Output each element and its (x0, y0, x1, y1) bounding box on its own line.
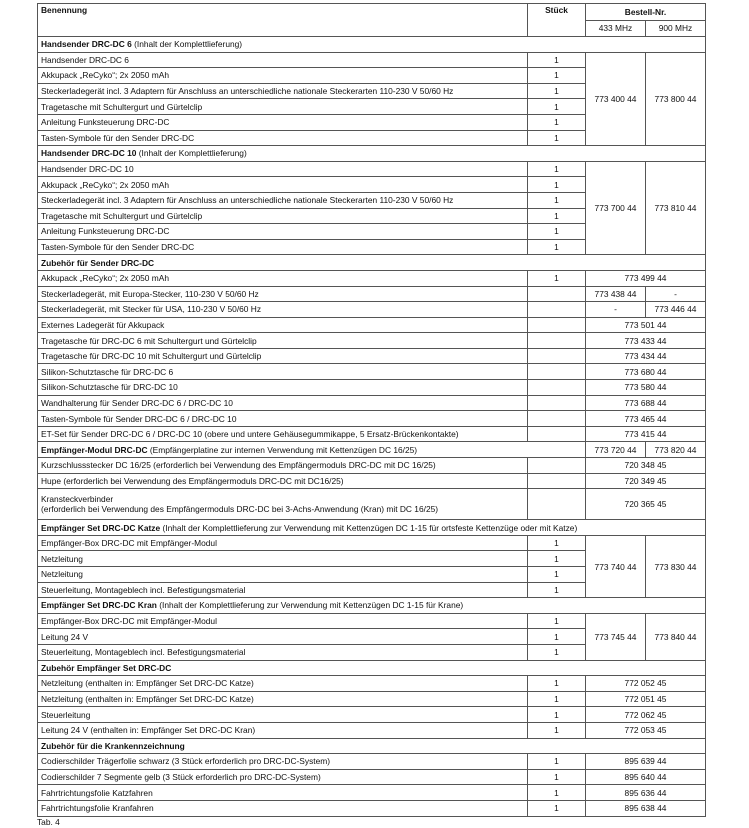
item-name: Anleitung Funksteuerung DRC-DC (38, 114, 528, 130)
item-qty: 1 (528, 676, 586, 692)
order-900: 773 830 44 (646, 535, 706, 597)
item-name: Akkupack „ReCyko“; 2x 2050 mAh (38, 68, 528, 84)
item-name: Steuerleitung, Montageblech incl. Befestigungsmaterial (38, 644, 528, 660)
item-name: Netzleitung (38, 567, 528, 583)
item-qty: 1 (528, 754, 586, 770)
order-433: 773 438 44 (586, 286, 646, 302)
order-number: 773 465 44 (586, 411, 706, 427)
item-qty: 1 (528, 270, 586, 286)
item-name: Tragetasche für DRC-DC 10 mit Schultergurt und Gürtelclip (38, 348, 528, 364)
order-number: 773 434 44 (586, 348, 706, 364)
col-header-order: Bestell-Nr. (586, 4, 706, 21)
item-name: Hupe (erforderlich bei Verwendung des Empfängermoduls DRC-DC mit DC16/25) (38, 473, 528, 489)
item-name: Steckerladegerät incl. 3 Adaptern für Anschluss an unterschiedliche nationale Steckerarten 110-230 V 50/60 Hz (38, 192, 528, 208)
item-name: Wandhalterung für Sender DRC-DC 6 / DRC-DC 10 (38, 395, 528, 411)
item-name: Fahrtrichtungsfolie Kranfahren (38, 800, 528, 816)
item-qty: 1 (528, 551, 586, 567)
item-qty: 1 (528, 629, 586, 645)
order-433: 773 740 44 (586, 535, 646, 597)
item-name: Empfänger-Box DRC-DC mit Empfänger-Modul (38, 535, 528, 551)
item-name: Steckerladegerät incl. 3 Adaptern für Anschluss an unterschiedliche nationale Steckerarten 110-230 V 50/60 Hz (38, 83, 528, 99)
order-number: 773 433 44 (586, 333, 706, 349)
item-qty: 1 (528, 130, 586, 146)
item-name: Akkupack „ReCyko“; 2x 2050 mAh (38, 270, 528, 286)
order-number: 773 580 44 (586, 380, 706, 396)
order-900: 773 446 44 (646, 302, 706, 318)
item-qty: 1 (528, 239, 586, 255)
item-qty: 1 (528, 769, 586, 785)
item-name: Netzleitung (enthalten in: Empfänger Set DRC-DC Katze) (38, 691, 528, 707)
item-qty: 1 (528, 644, 586, 660)
order-433: 773 745 44 (586, 613, 646, 660)
item-name: Silikon-Schutztasche für DRC-DC 6 (38, 364, 528, 380)
item-name: Steuerleitung, Montageblech incl. Befestigungsmaterial (38, 582, 528, 598)
order-number: 895 636 44 (586, 785, 706, 801)
order-number: 773 501 44 (586, 317, 706, 333)
item-name: Anleitung Funksteuerung DRC-DC (38, 224, 528, 240)
item-name: Externes Ladegerät für Akkupack (38, 317, 528, 333)
item-qty: 1 (528, 224, 586, 240)
item-qty: 1 (528, 161, 586, 177)
order-number: 895 638 44 (586, 800, 706, 816)
item-qty: 1 (528, 707, 586, 723)
col-header-name: Benennung (38, 4, 528, 37)
item-qty: 1 (528, 722, 586, 738)
item-name: Leitung 24 V (enthalten in: Empfänger Set DRC-DC Kran) (38, 722, 528, 738)
order-900: 773 840 44 (646, 613, 706, 660)
order-number: 773 415 44 (586, 426, 706, 442)
section-title: Zubehör für Sender DRC-DC (38, 255, 706, 271)
order-number: 720 365 45 (586, 489, 706, 520)
table-caption: Tab. 4 (37, 817, 60, 827)
col-header-qty: Stück (528, 4, 586, 37)
section-title: Empfänger-Modul DRC-DC (Empfängerplatine zur internen Verwendung mit Kettenzügen DC 16/25) (38, 442, 586, 458)
item-name: Silikon-Schutztasche für DRC-DC 10 (38, 380, 528, 396)
item-qty: 1 (528, 114, 586, 130)
col-header-433: 433 MHz (586, 20, 646, 37)
item-qty: 1 (528, 177, 586, 193)
order-number: 895 639 44 (586, 754, 706, 770)
item-qty: 1 (528, 192, 586, 208)
item-qty: 1 (528, 68, 586, 84)
item-name: Steckerladegerät, mit Europa-Stecker, 110-230 V 50/60 Hz (38, 286, 528, 302)
item-name: Kurzschlussstecker DC 16/25 (erforderlich bei Verwendung des Empfängermoduls DRC-DC mit DC 16/25) (38, 458, 528, 474)
item-qty: 1 (528, 535, 586, 551)
item-name: ET-Set für Sender DRC-DC 6 / DRC-DC 10 (obere und untere Gehäusegummikappe, 5 Ersatz-Brückenkontakte) (38, 426, 528, 442)
order-900: 773 800 44 (646, 52, 706, 146)
item-qty: 1 (528, 99, 586, 115)
item-qty: 1 (528, 691, 586, 707)
order-433: 773 700 44 (586, 161, 646, 255)
order-number: 720 349 45 (586, 473, 706, 489)
item-name: Netzleitung (enthalten in: Empfänger Set DRC-DC Katze) (38, 676, 528, 692)
item-name: Tasten-Symbole für Sender DRC-DC 6 / DRC-DC 10 (38, 411, 528, 427)
order-900: 773 820 44 (646, 442, 706, 458)
order-433: 773 400 44 (586, 52, 646, 146)
item-name: Tragetasche für DRC-DC 6 mit Schultergurt und Gürtelclip (38, 333, 528, 349)
order-number: 772 051 45 (586, 691, 706, 707)
item-name: Codierschilder 7 Segmente gelb (3 Stück erforderlich pro DRC-DC-System) (38, 769, 528, 785)
item-qty: 1 (528, 567, 586, 583)
item-name: Codierschilder Trägerfolie schwarz (3 Stück erforderlich pro DRC-DC-System) (38, 754, 528, 770)
order-433: - (586, 302, 646, 318)
item-name: Leitung 24 V (38, 629, 528, 645)
order-number: 773 688 44 (586, 395, 706, 411)
item-qty: 1 (528, 83, 586, 99)
section-title: Zubehör für die Krankennzeichnung (38, 738, 706, 754)
order-900: 773 810 44 (646, 161, 706, 255)
item-name: Akkupack „ReCyko“; 2x 2050 mAh (38, 177, 528, 193)
section-title: Empfänger Set DRC-DC Katze (Inhalt der Komplettlieferung zur Verwendung mit Kettenzügen DC 1-15 für ortsfeste Kettenzüge oder mit Katze) (38, 520, 706, 536)
order-433: 773 720 44 (586, 442, 646, 458)
item-name: Steuerleitung (38, 707, 528, 723)
item-name: Tragetasche mit Schultergurt und Gürtelclip (38, 99, 528, 115)
order-number: 720 348 45 (586, 458, 706, 474)
item-name: Empfänger-Box DRC-DC mit Empfänger-Modul (38, 613, 528, 629)
section-title: Handsender DRC-DC 10 (Inhalt der Komplettlieferung) (38, 146, 706, 162)
order-number: 773 499 44 (586, 270, 706, 286)
item-name: Kransteckverbinder (erforderlich bei Verwendung des Empfängermoduls DRC-DC bei 3-Achs-Anwendung (Kran) mit DC 16/25) (38, 489, 528, 520)
item-name: Handsender DRC-DC 10 (38, 161, 528, 177)
order-number: 772 053 45 (586, 722, 706, 738)
item-qty: 1 (528, 785, 586, 801)
col-header-900: 900 MHz (646, 20, 706, 37)
item-name: Handsender DRC-DC 6 (38, 52, 528, 68)
section-title: Empfänger Set DRC-DC Kran (Inhalt der Komplettlieferung zur Verwendung mit Kettenzügen DC 1-15 für Krane) (38, 598, 706, 614)
item-qty: 1 (528, 582, 586, 598)
order-900: - (646, 286, 706, 302)
order-number: 772 062 45 (586, 707, 706, 723)
item-qty: 1 (528, 52, 586, 68)
item-name: Tasten-Symbole für den Sender DRC-DC (38, 130, 528, 146)
item-qty: 1 (528, 613, 586, 629)
order-number: 773 680 44 (586, 364, 706, 380)
order-number: 895 640 44 (586, 769, 706, 785)
order-number: 772 052 45 (586, 676, 706, 692)
parts-table (37, 3, 706, 817)
section-title: Handsender DRC-DC 6 (Inhalt der Komplettlieferung) (38, 37, 706, 53)
item-name: Tasten-Symbole für den Sender DRC-DC (38, 239, 528, 255)
item-name: Fahrtrichtungsfolie Katzfahren (38, 785, 528, 801)
item-name: Steckerladegerät, mit Stecker für USA, 110-230 V 50/60 Hz (38, 302, 528, 318)
item-name: Tragetasche mit Schultergurt und Gürtelclip (38, 208, 528, 224)
item-qty: 1 (528, 208, 586, 224)
item-qty: 1 (528, 800, 586, 816)
section-title: Zubehör Empfänger Set DRC-DC (38, 660, 706, 676)
item-name: Netzleitung (38, 551, 528, 567)
